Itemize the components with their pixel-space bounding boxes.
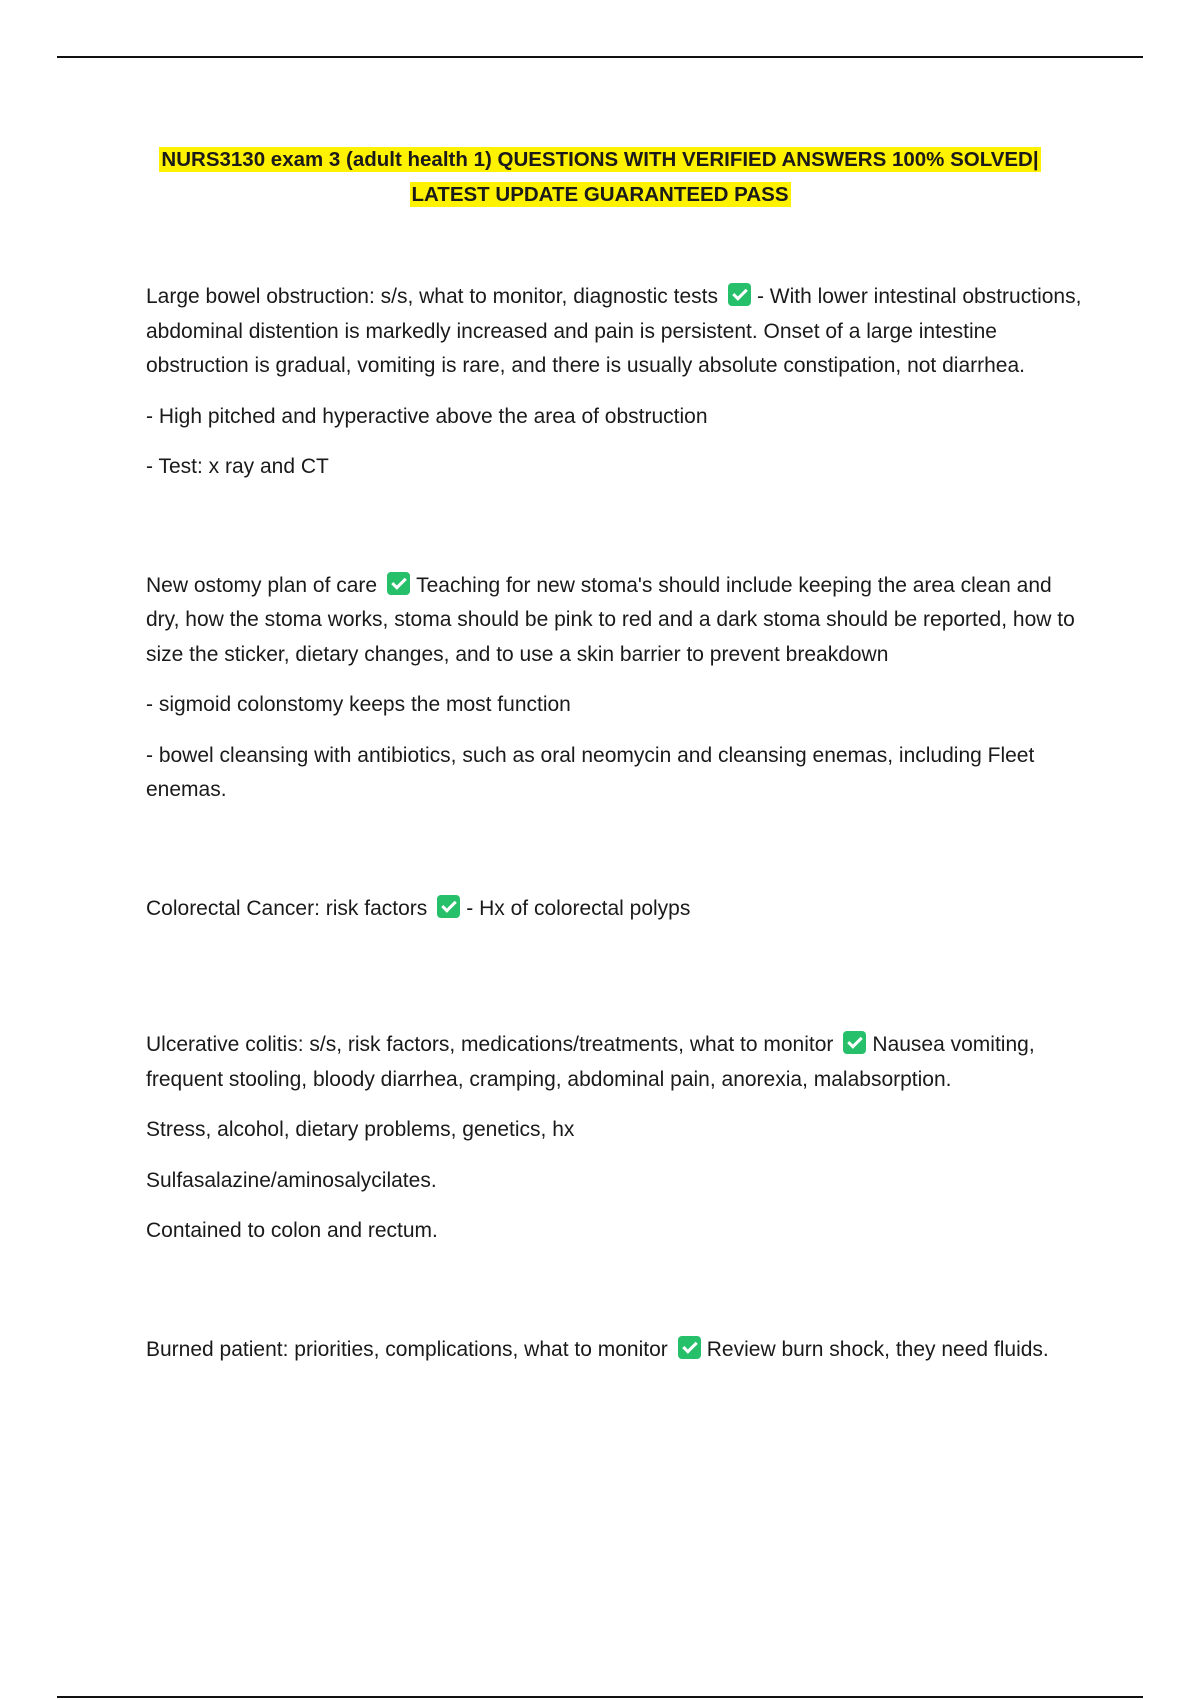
- qa-item: [146, 569, 1086, 673]
- question-text: Burned patient: priorities, complications, what to monitor: [146, 1337, 668, 1361]
- answer-text: - Hx of colorectal polyps: [466, 896, 691, 920]
- check-mark-icon: [387, 572, 410, 595]
- answer-text: Teaching for new stoma's should include keeping the area clean and dry, how the stoma works, stoma should be pink to red and a dark stoma should be reported, how to size the sticker, dietary changes, and to use a skin barrier to prevent breakdown: [146, 573, 1075, 666]
- note-line: Stress, alcohol, dietary problems, genetics, hx: [146, 1118, 575, 1141]
- top-rule: [57, 56, 1143, 58]
- note-line: - sigmoid colonstomy keeps the most function: [146, 693, 571, 716]
- note-line: - Test: x ray and CT: [146, 455, 329, 478]
- note-line: Contained to colon and rectum.: [146, 1219, 438, 1242]
- answer-text: Nausea vomiting, frequent stooling, bloody diarrhea, cramping, abdominal pain, anorexia, malabsorption.: [146, 1033, 1035, 1091]
- question-text: New ostomy plan of care: [146, 573, 378, 597]
- note-line: - High pitched and hyperactive above the area of obstruction: [146, 404, 708, 428]
- question-text: Large bowel obstruction: s/s, what to monitor, diagnostic tests: [146, 285, 718, 308]
- bottom-rule: [57, 1696, 1143, 1698]
- check-mark-icon: [843, 1031, 866, 1054]
- qa-item: [146, 280, 1086, 384]
- qa-content: [146, 280, 1086, 1383]
- check-mark-icon: [728, 283, 751, 306]
- qa-item: [146, 892, 1086, 927]
- question-text: Colorectal Cancer: risk factors: [146, 896, 428, 920]
- title-line-1: NURS3130 exam 3 (adult health 1) QUESTIONS WITH VERIFIED ANSWERS 100% SOLVED|: [161, 148, 1039, 171]
- qa-item: [146, 1333, 1086, 1368]
- answer-text: Review burn shock, they need fluids.: [706, 1337, 1049, 1361]
- answer-text: - With lower intestinal obstructions, abdominal distention is markedly increased and pain is persistent. Onset of a large intestine obstruction is gradual, vomiting is rare, and there is usually absolute constipation, not diarrhea.: [146, 285, 1082, 377]
- check-mark-icon: [678, 1336, 701, 1359]
- question-text: Ulcerative colitis: s/s, risk factors, medications/treatments, what to monitor: [146, 1033, 834, 1056]
- note-line: - bowel cleansing with antibiotics, such as oral neomycin and cleansing enemas, including Fleet enemas.: [146, 743, 1035, 801]
- title-line-2: LATEST UPDATE GUARANTEED PASS: [411, 183, 789, 206]
- note-line: Sulfasalazine/aminosalycilates.: [146, 1168, 437, 1192]
- qa-item: [146, 1028, 1086, 1097]
- check-mark-icon: [437, 895, 460, 918]
- document-title: [0, 142, 1200, 212]
